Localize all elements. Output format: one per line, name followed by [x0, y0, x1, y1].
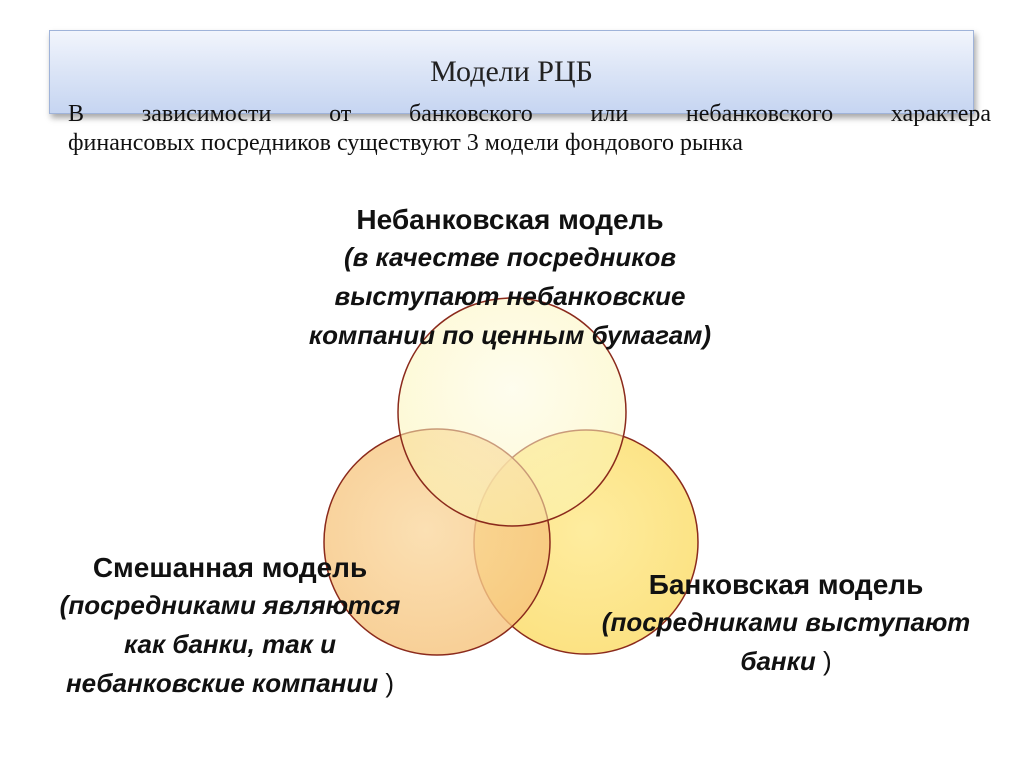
intro-line-1: В зависимости от банковского или небанковского характера — [68, 101, 991, 127]
mixed-model-heading: Смешанная модель — [92, 552, 368, 583]
intro-line-2: финансовых посредников существуют 3 модели фондового рынка — [68, 130, 743, 156]
mixed-model-desc-1: (посредниками являются — [59, 590, 401, 620]
bank-model-desc-2-wrap — [548, 642, 1024, 681]
mixed-model-desc-3: небанковские компании — [65, 668, 379, 698]
bank-model-desc-1: (посредниками выступают — [601, 607, 971, 637]
bank-model-desc-2: банки — [740, 646, 816, 676]
nonbank-model-heading: Небанковская модель — [356, 204, 664, 235]
bank-model-desc-tail: ) — [822, 646, 832, 676]
nonbank-model-desc-1: (в качестве посредников — [343, 242, 677, 272]
mixed-model-desc-2: как банки, так и — [124, 629, 336, 659]
nonbank-model-desc-3: компании по ценным бумагам) — [308, 320, 712, 350]
mixed-model-desc-3-wrap — [0, 664, 460, 703]
nonbank-model-label — [240, 202, 780, 355]
mixed-model-label — [0, 550, 460, 703]
mixed-model-desc-tail: ) — [385, 668, 395, 698]
slide-title: Модели РЦБ — [430, 55, 593, 88]
bank-model-heading: Банковская модель — [648, 569, 924, 600]
nonbank-model-desc-2: выступают небанковские — [334, 281, 686, 311]
bank-model-label — [548, 567, 1024, 681]
